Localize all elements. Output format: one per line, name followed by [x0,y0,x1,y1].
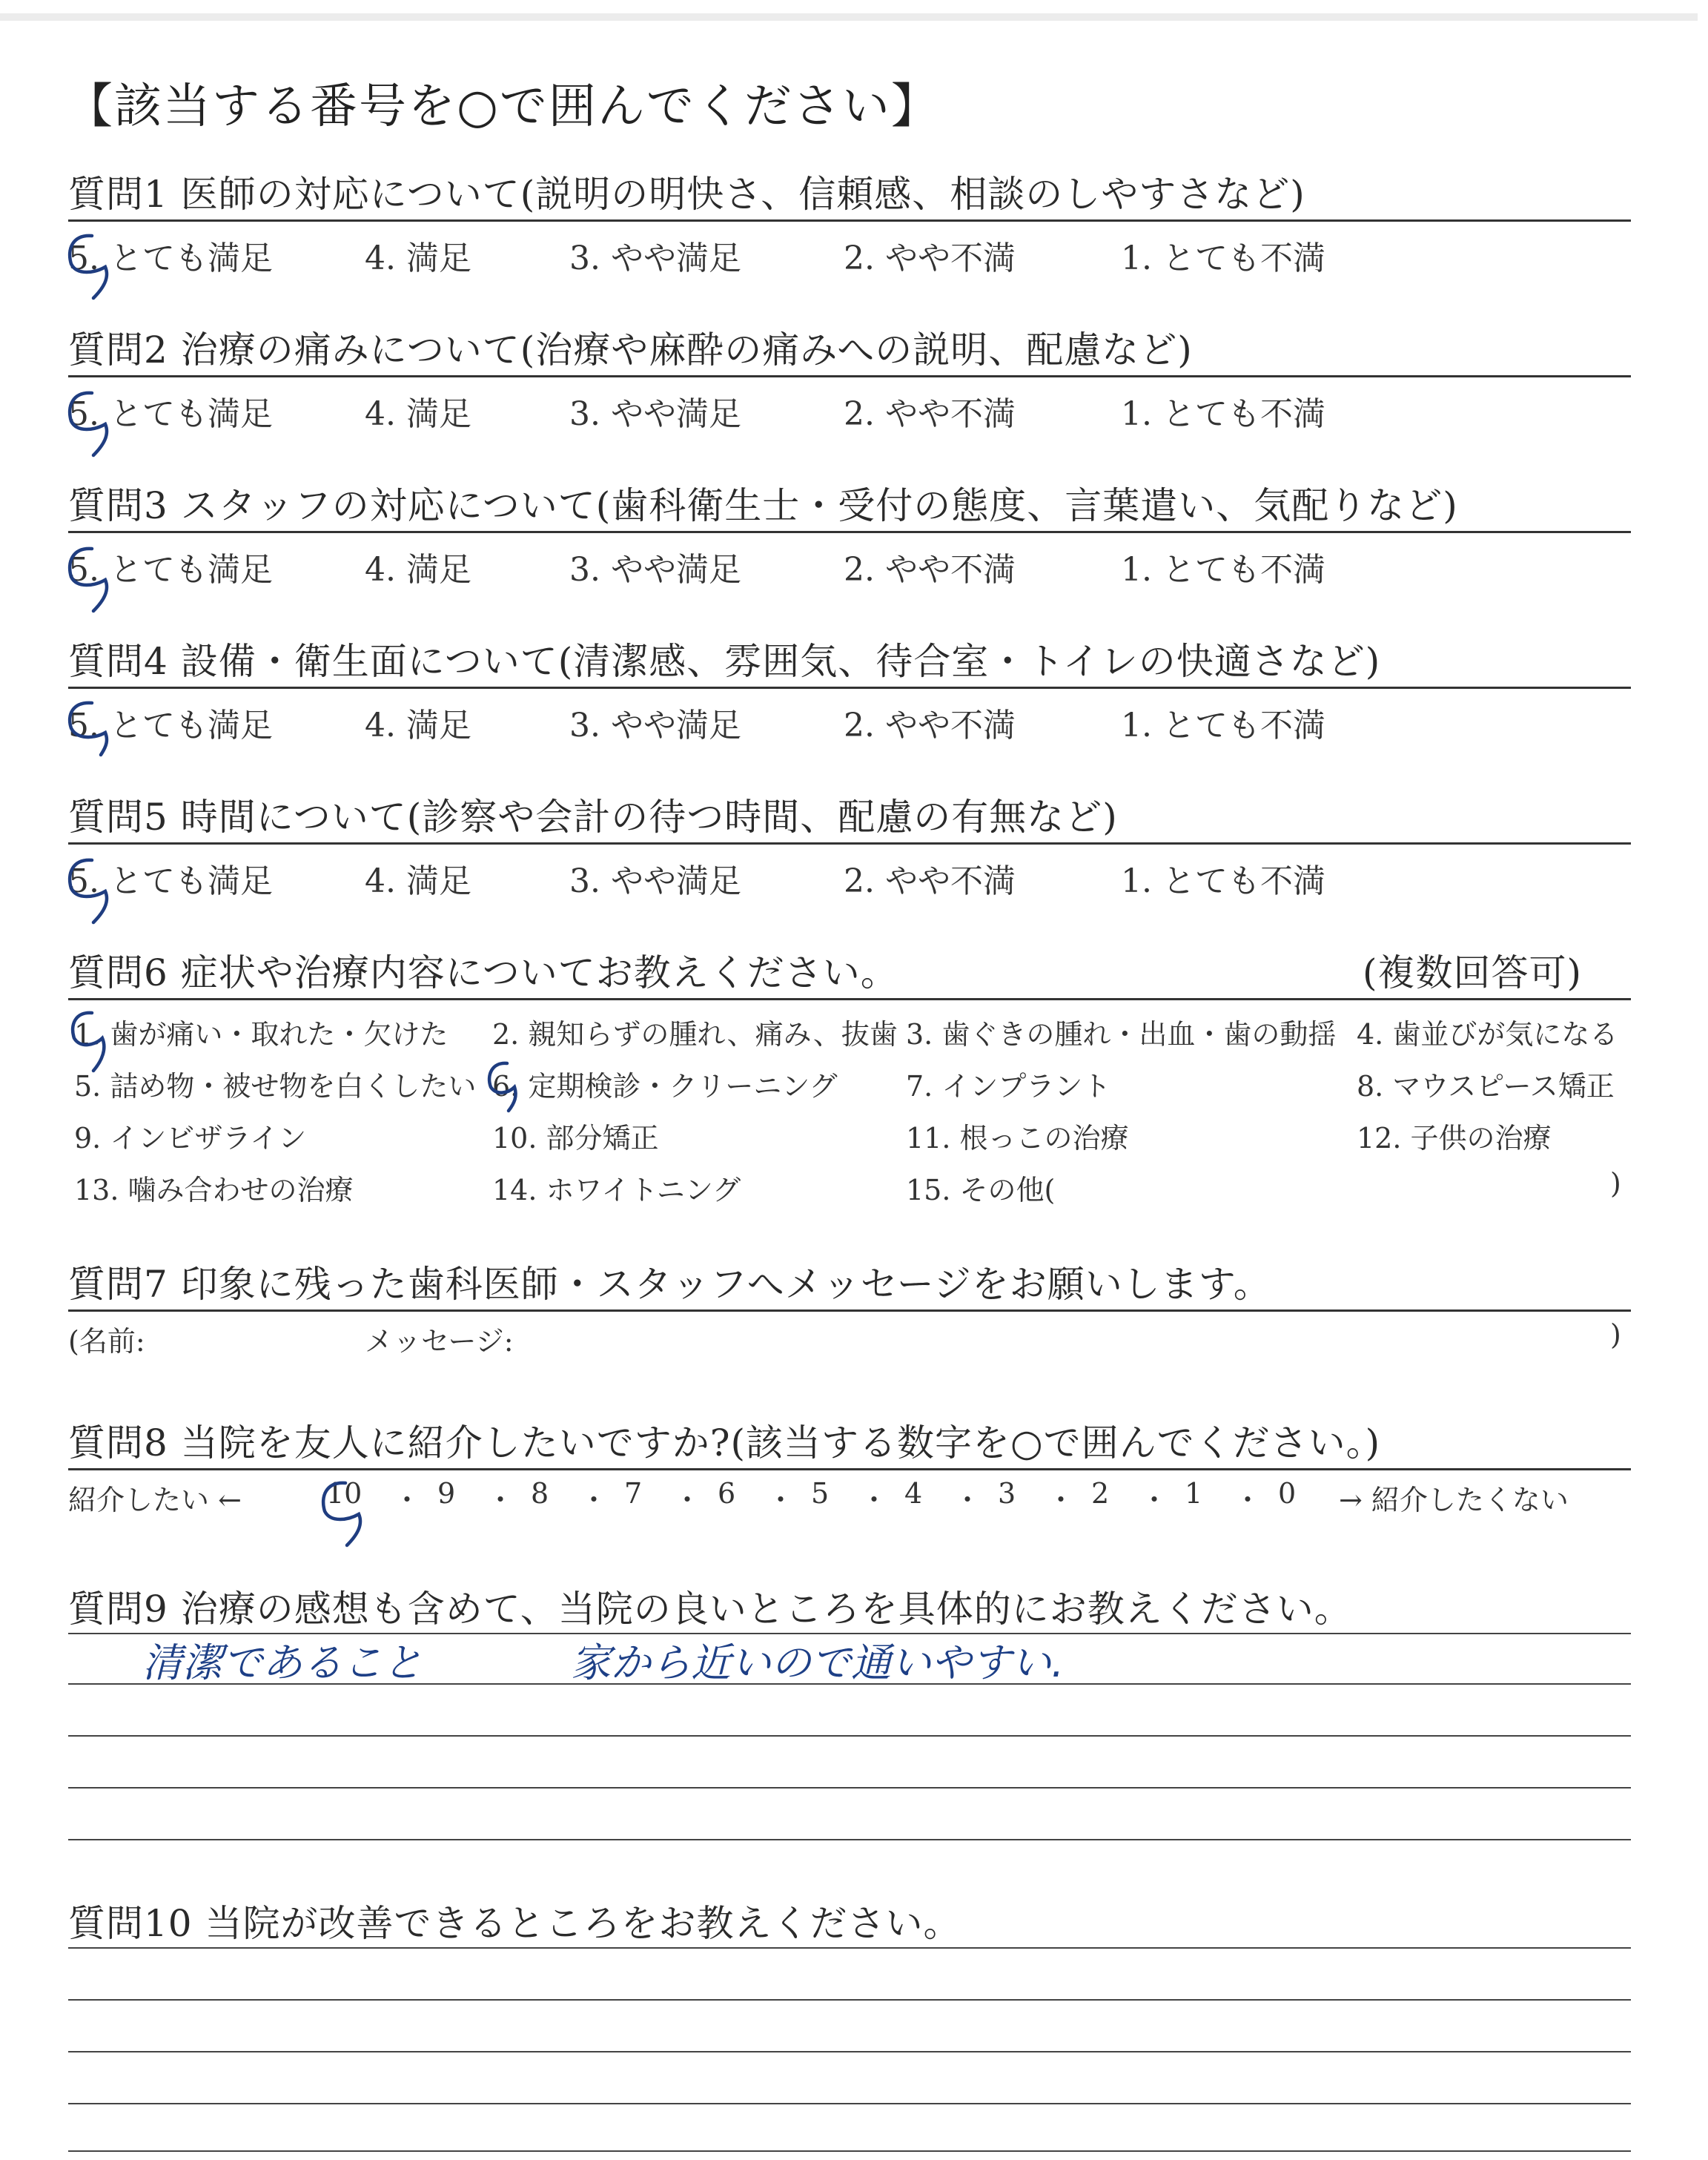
option-4[interactable]: 4. 満足 [365,240,471,277]
scale-4[interactable]: 4 [904,1477,923,1510]
recommend-right-label: → 紹介したくない [1339,1484,1569,1516]
scale-1[interactable]: 1 [1185,1477,1203,1510]
selection-mark [58,847,132,928]
option-3[interactable]: 3. やや満足 [569,395,741,433]
option-4[interactable]: 4. 満足 [365,862,471,900]
option-1[interactable]: 1. とても不満 [1121,551,1325,589]
question-label: 質問10 当院が改善できるところをお教えください。 [68,1902,961,1945]
question-label: 質問3 スタッフの対応について(歯科衛生士・受付の態度、言葉遣い、気配りなど) [68,484,1458,527]
treatment-option-9[interactable]: 9. インビザライン [74,1122,307,1155]
selection-mark [58,380,132,461]
scale-separator: ・ [486,1484,515,1516]
scale-separator: ・ [1234,1484,1262,1516]
option-4[interactable]: 4. 満足 [365,551,471,589]
page-title: 【該当する番号を○で囲んでください】 [65,79,940,134]
question-label: 質問4 設備・衛生面について(清潔感、雰囲気、待合室・トイレの快適さなど) [68,640,1381,683]
answer-line [68,2051,1631,2052]
multi-answer-note: (複数回答可) [1363,951,1583,994]
treatment-option-14[interactable]: 14. ホワイトニング [492,1174,741,1206]
scale-10[interactable]: 10 [326,1477,363,1510]
handwritten-answer-2: 家から近いので通いやすい. [571,1639,1065,1686]
option-5[interactable]: 5. とても満足 [68,395,273,433]
divider [68,1309,1631,1312]
answer-line [68,1999,1631,2001]
scale-separator: ・ [673,1484,702,1516]
option-5[interactable]: 5. とても満足 [68,240,273,277]
treatment-option-15[interactable]: 15. その他( [906,1174,1056,1206]
scale-separator: ・ [580,1484,609,1516]
treatment-option-10[interactable]: 10. 部分矯正 [492,1122,659,1155]
message-label: メッセージ: [365,1325,514,1358]
option-2[interactable]: 2. やや不満 [844,395,1016,433]
treatment-option-3[interactable]: 3. 歯ぐきの腫れ・出血・歯の動揺 [906,1018,1337,1051]
option-2[interactable]: 2. やや不満 [844,862,1016,900]
option-4[interactable]: 4. 満足 [365,395,471,433]
divider [68,998,1631,1000]
name-label: (名前: [68,1325,145,1358]
option-4[interactable]: 4. 満足 [365,707,471,744]
selection-mark [58,691,132,758]
scale-separator: ・ [767,1484,795,1516]
divider [68,1468,1631,1470]
divider [68,375,1631,377]
question-label: 質問2 治療の痛みについて(治療や麻酔の痛みへの説明、配慮など) [68,328,1193,371]
answer-line [68,1839,1631,1840]
answer-line [68,2150,1631,2152]
question-label: 質問7 印象に残った歯科医師・スタッフへメッセージをお願いします。 [68,1263,1271,1306]
scale-5[interactable]: 5 [811,1477,830,1510]
selection-mark [62,1003,122,1077]
question-label: 質問8 当院を友人に紹介したいですか?(該当する数字を○で囲んでください。) [68,1421,1381,1464]
treatment-option-11[interactable]: 11. 根っこの治療 [906,1122,1129,1155]
option-3[interactable]: 3. やや満足 [569,551,741,589]
divider [68,842,1631,845]
answer-line [68,1947,1631,1949]
question-label: 質問1 医師の対応について(説明の明快さ、信頼感、相談のしやすさなど) [68,173,1305,216]
treatment-option-2[interactable]: 2. 親知らずの腫れ、痛み、抜歯 [492,1018,898,1051]
option-1[interactable]: 1. とても不満 [1121,240,1325,277]
scale-7[interactable]: 7 [624,1477,643,1510]
option-3[interactable]: 3. やや満足 [569,240,741,277]
scale-6[interactable]: 6 [718,1477,736,1510]
selection-mark [479,1056,531,1115]
scale-separator: ・ [953,1484,982,1516]
scale-9[interactable]: 9 [437,1477,456,1510]
answer-line [68,1735,1631,1737]
option-2[interactable]: 2. やや不満 [844,240,1016,277]
recommend-left-label: 紹介したい ← [68,1484,242,1516]
scan-edge [0,13,1698,21]
answer-line [68,2103,1631,2104]
treatment-option-8[interactable]: 8. マウスピース矯正 [1357,1070,1615,1103]
treatment-option-6[interactable]: 6. 定期検診・クリーニング [492,1070,838,1103]
scale-3[interactable]: 3 [998,1477,1016,1510]
selection-mark [58,222,132,304]
divider [68,219,1631,222]
option-5[interactable]: 5. とても満足 [68,862,273,900]
question-label: 質問6 症状や治療内容についてお教えください。 [68,951,898,994]
treatment-option-5[interactable]: 5. 詰め物・被せ物を白くしたい [74,1070,477,1103]
option-2[interactable]: 2. やや不満 [844,551,1016,589]
option-5[interactable]: 5. とても満足 [68,707,273,744]
question-label: 質問5 時間について(診察や会計の待つ時間、配慮の有無など) [68,796,1118,839]
option-1[interactable]: 1. とても不満 [1121,707,1325,744]
other-close-paren: ) [1610,1167,1621,1200]
scale-separator: ・ [1140,1484,1169,1516]
option-3[interactable]: 3. やや満足 [569,707,741,744]
treatment-option-12[interactable]: 12. 子供の治療 [1357,1122,1552,1155]
answer-line [68,1787,1631,1789]
close-paren: ) [1610,1318,1621,1351]
scale-0[interactable]: 0 [1278,1477,1297,1510]
divider [68,687,1631,689]
scale-separator: ・ [393,1484,422,1516]
option-1[interactable]: 1. とても不満 [1121,395,1325,433]
scale-separator: ・ [860,1484,889,1516]
question-label: 質問9 治療の感想も含めて、当院の良いところを具体的にお教えください。 [68,1588,1352,1631]
option-5[interactable]: 5. とても満足 [68,551,273,589]
scale-8[interactable]: 8 [531,1477,549,1510]
scale-2[interactable]: 2 [1091,1477,1110,1510]
treatment-option-1[interactable]: 1. 歯が痛い・取れた・欠けた [74,1018,448,1051]
scale-separator: ・ [1047,1484,1076,1516]
option-3[interactable]: 3. やや満足 [569,862,741,900]
treatment-option-7[interactable]: 7. インプラント [906,1070,1111,1103]
option-1[interactable]: 1. とても不満 [1121,862,1325,900]
divider [68,531,1631,533]
selection-mark [310,1470,384,1551]
treatment-option-4[interactable]: 4. 歯並びが気になる [1357,1018,1618,1051]
handwritten-answer-1: 清潔であること [142,1639,423,1686]
option-2[interactable]: 2. やや不満 [844,707,1016,744]
selection-mark [58,535,132,617]
treatment-option-13[interactable]: 13. 噛み合わせの治療 [74,1174,354,1206]
